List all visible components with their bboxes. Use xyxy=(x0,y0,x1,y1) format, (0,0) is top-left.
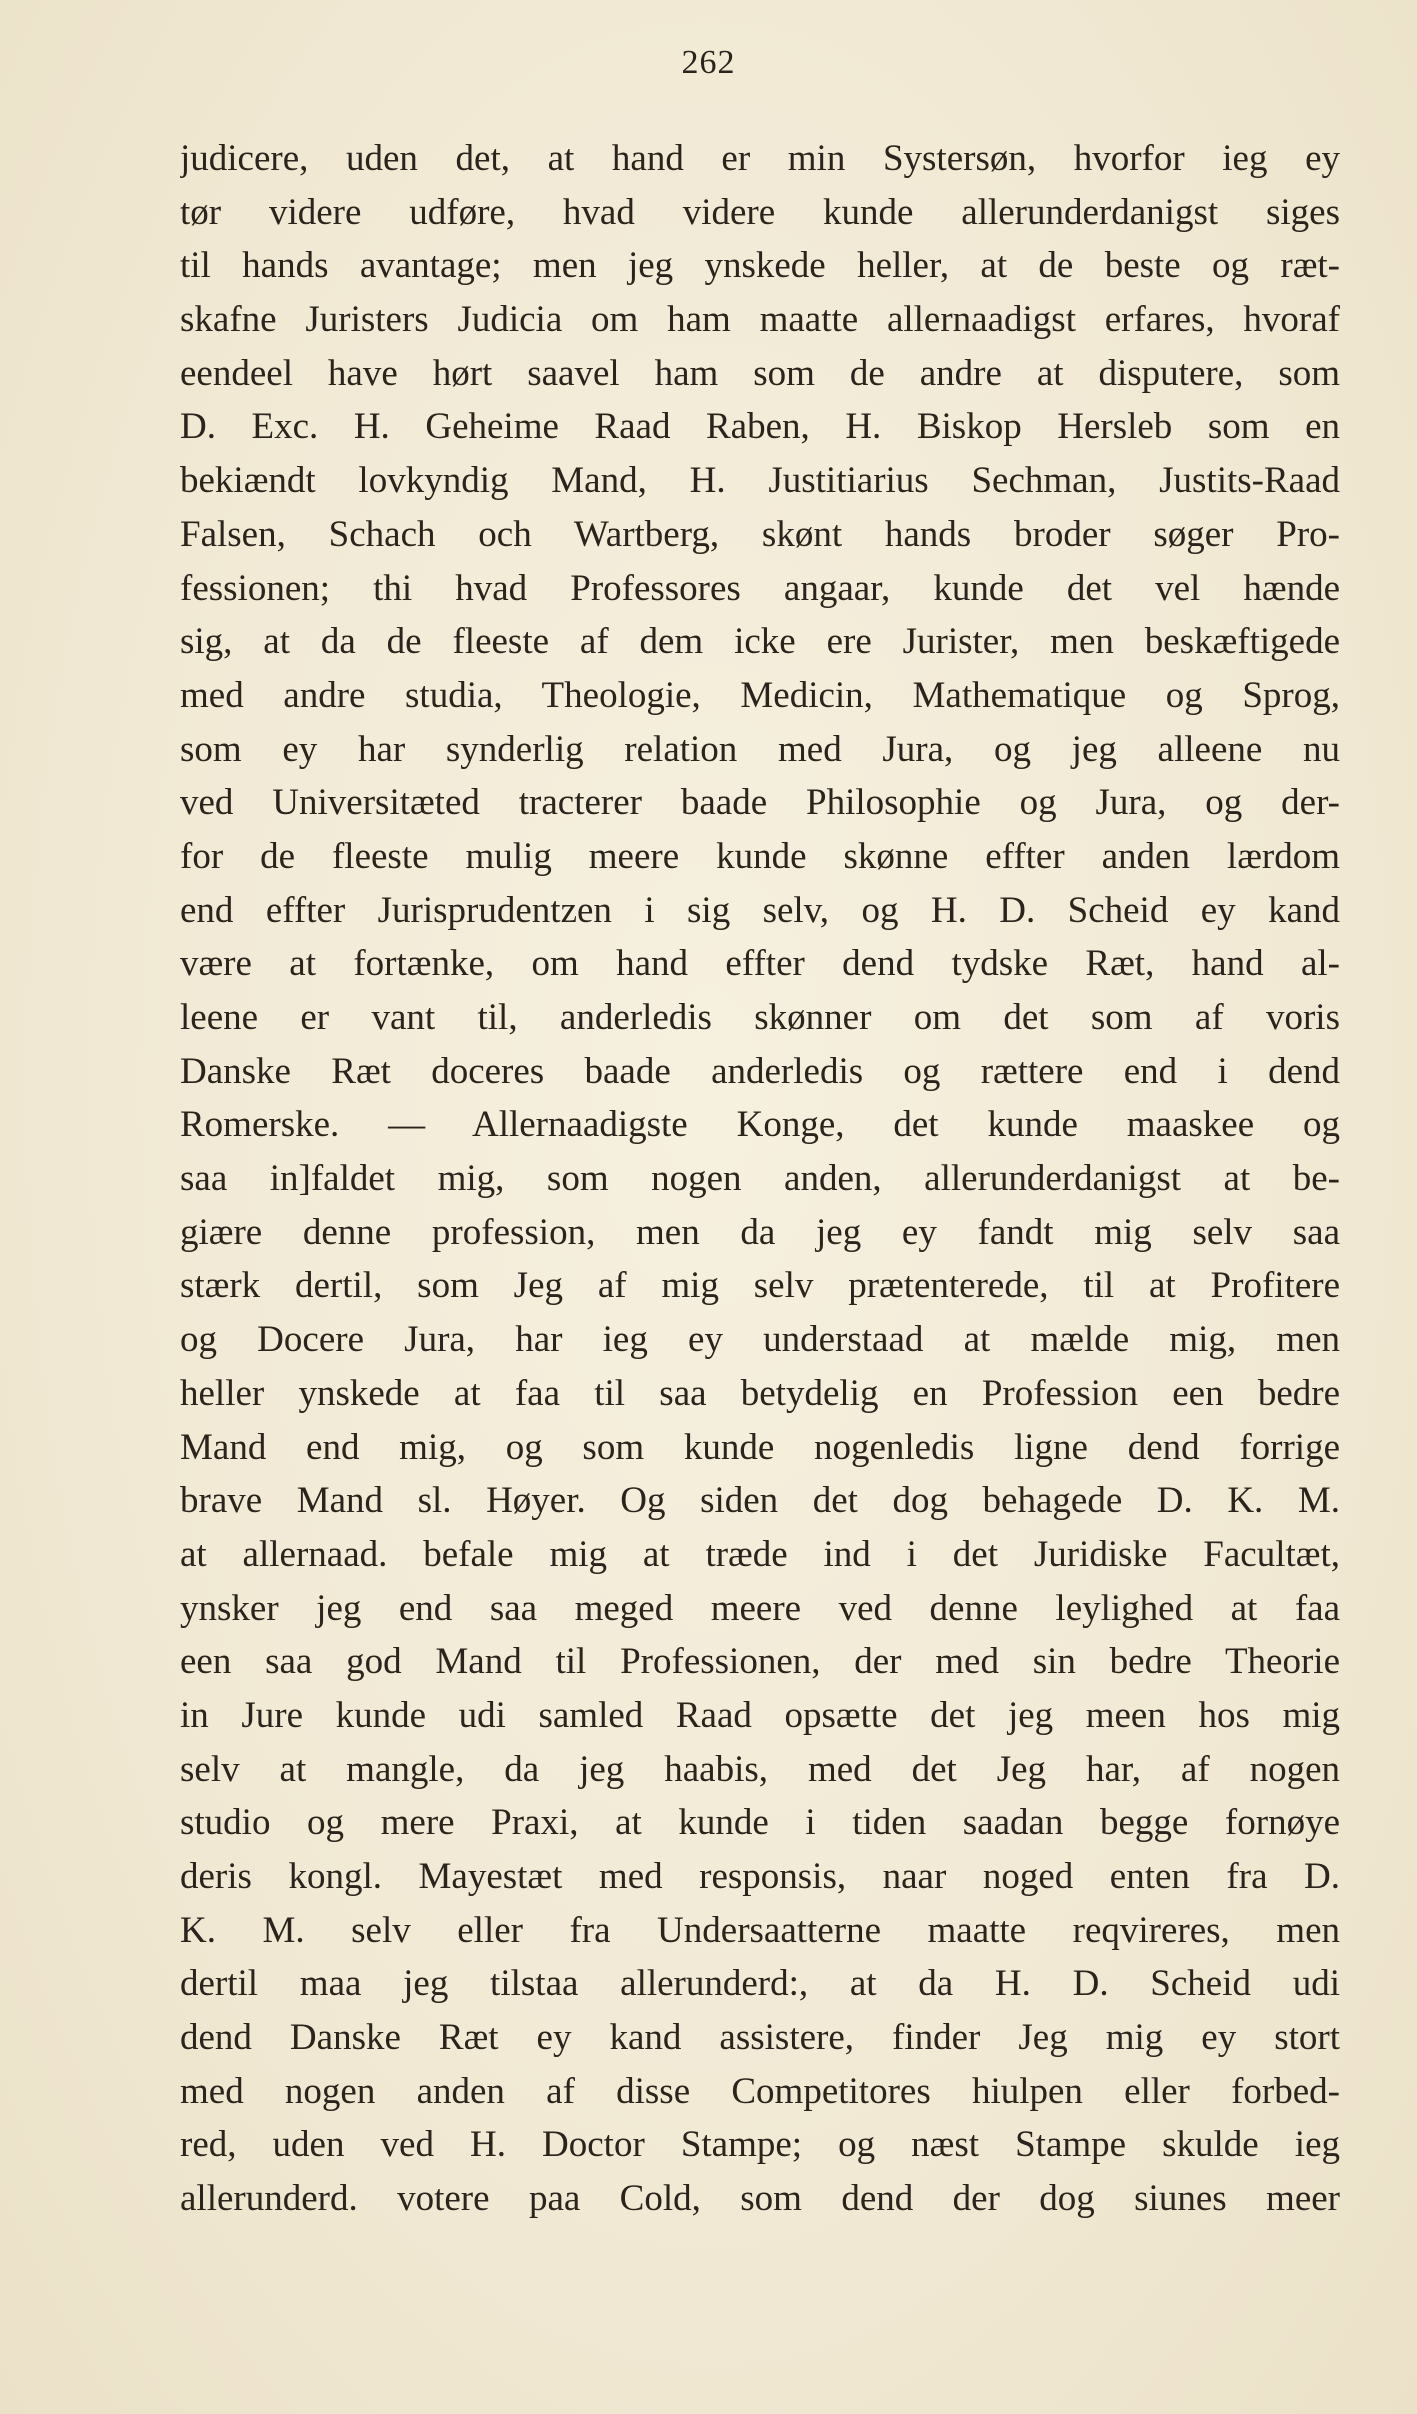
text-line: for de fleeste mulig meere kunde skønne effter anden lærdom xyxy=(180,835,1340,877)
text-line: være at fortænke, om hand effter dend tydske Ræt, hand al- xyxy=(180,943,1340,985)
text-line: leene er vant til, anderledis skønner om det som af voris xyxy=(180,997,1340,1038)
text-line: Danske Ræt doceres baade anderledis og rættere end i dend xyxy=(180,1050,1340,1092)
text-line: sig, at da de fleeste af dem icke ere Jurister, men beskæftigede xyxy=(180,621,1340,663)
text-line: dend Danske Ræt ey kand assistere, finder Jeg mig ey stort xyxy=(180,2017,1340,2059)
text-line: heller ynskede at faa til saa betydelig en Profession een bedre xyxy=(180,1372,1340,1414)
text-line: skafne Juristers Judicia om ham maatte allernaadigst erfares, hvoraf xyxy=(180,299,1340,341)
text-line: Falsen, Schach och Wartberg, skønt hands broder søger Pro- xyxy=(180,513,1340,555)
text-line: med andre studia, Theologie, Medicin, Mathematique og Sprog, xyxy=(180,674,1340,716)
page-number: 262 xyxy=(681,44,736,81)
body-text xyxy=(180,132,1340,2226)
text-line: stærk dertil, som Jeg af mig selv prætenterede, til at Profitere xyxy=(180,1265,1340,1307)
text-line: som ey har synderlig relation med Jura, og jeg alleene nu xyxy=(180,728,1340,770)
text-line: brave Mand sl. Høyer. Og siden det dog behagede D. K. M. xyxy=(180,1480,1340,1522)
text-line: red, uden ved H. Doctor Stampe; og næst Stampe skulde ieg xyxy=(180,2124,1340,2166)
text-line: og Docere Jura, har ieg ey understaad at mælde mig, men xyxy=(180,1319,1340,1361)
text-line: in Jure kunde udi samled Raad opsætte det jeg meen hos mig xyxy=(180,1694,1340,1736)
text-line: Romerske. — Allernaadigste Konge, det kunde maaskee og xyxy=(180,1104,1340,1146)
text-line: til hands avantage; men jeg ynskede heller, at de beste og ræt- xyxy=(180,245,1340,287)
text-line: eendeel have hørt saavel ham som de andre at disputere, som xyxy=(180,352,1340,394)
text-line: end effter Jurisprudentzen i sig selv, og H. D. Scheid ey kand xyxy=(180,889,1340,931)
text-line: K. M. selv eller fra Undersaatterne maatte reqvireres, men xyxy=(180,1909,1340,1951)
text-line: allerunderd. votere paa Cold, som dend der dog siunes meer xyxy=(180,2178,1340,2220)
text-line: fessionen; thi hvad Professores angaar, kunde det vel hænde xyxy=(180,567,1340,609)
text-line: tør videre udføre, hvad videre kunde allerunderdanigst siges xyxy=(180,191,1340,233)
text-line: studio og mere Praxi, at kunde i tiden saadan begge fornøye xyxy=(180,1802,1340,1844)
text-line: saa in]faldet mig, som nogen anden, allerunderdanigst at be- xyxy=(180,1158,1340,1200)
text-line: giære denne profession, men da jeg ey fandt mig selv saa xyxy=(180,1211,1340,1253)
text-line: at allernaad. befale mig at træde ind i det Juridiske Facultæt, xyxy=(180,1533,1340,1575)
text-line: deris kongl. Mayestæt med responsis, naar noged enten fra D. xyxy=(180,1856,1340,1897)
text-line: dertil maa jeg tilstaa allerunderd:, at da H. D. Scheid udi xyxy=(180,1963,1340,2005)
text-line: bekiændt lovkyndig Mand, H. Justitiarius Sechman, Justits-Raad xyxy=(180,460,1340,502)
text-line: ved Universitæted tracterer baade Philosophie og Jura, og der- xyxy=(180,782,1340,824)
text-line: Mand end mig, og som kunde nogenledis ligne dend forrige xyxy=(180,1426,1340,1468)
text-line: D. Exc. H. Geheime Raad Raben, H. Biskop Hersleb som en xyxy=(180,406,1340,448)
text-line: een saa god Mand til Professionen, der med sin bedre Theorie xyxy=(180,1641,1340,1683)
text-line: judicere, uden det, at hand er min Systersøn, hvorfor ieg ey xyxy=(180,138,1340,179)
text-line: selv at mangle, da jeg haabis, med det Jeg har, af nogen xyxy=(180,1748,1340,1790)
text-line: med nogen anden af disse Competitores hiulpen eller forbed- xyxy=(180,2070,1340,2112)
text-line: ynsker jeg end saa meged meere ved denne leylighed at faa xyxy=(180,1587,1340,1629)
